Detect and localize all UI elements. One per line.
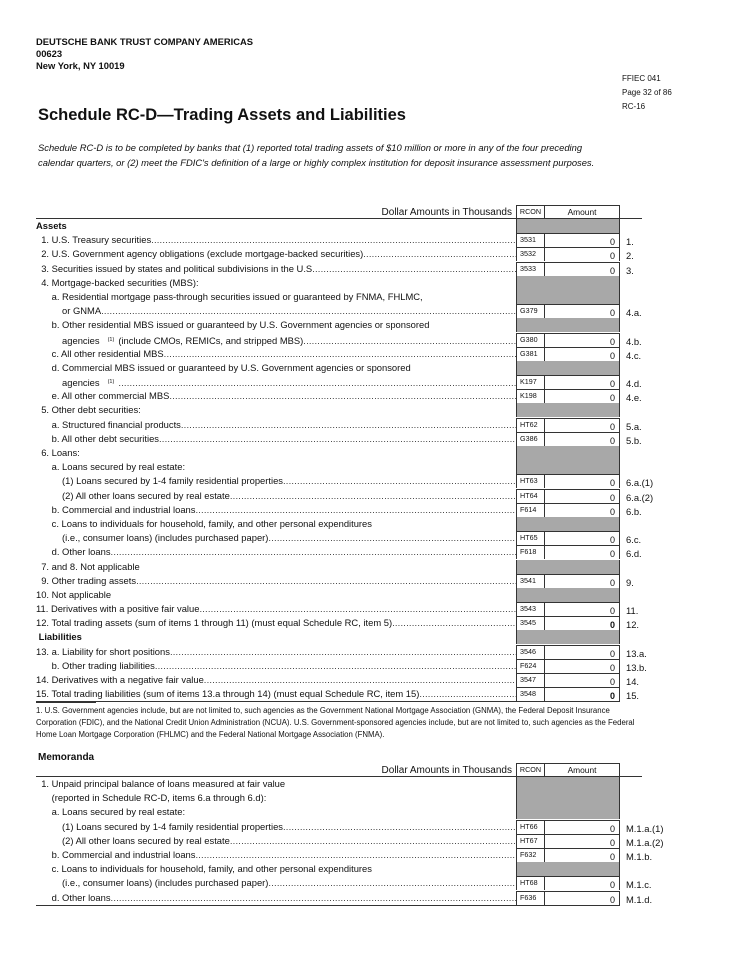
row-label-text: (2) All other loans secured by real estate (36, 834, 230, 846)
table-row (36, 820, 664, 834)
leader-dots (195, 504, 516, 515)
row-label (36, 791, 516, 805)
row-label-text: (i.e., consumer loans) (includes purchased paper) (36, 532, 269, 544)
rcon-code: G379 (516, 304, 545, 318)
amount-field[interactable]: 0 (545, 375, 620, 389)
item-reference: 6.a.(1) (626, 477, 654, 489)
row-label-text: 15. Total trading liabilities (sum of items 13.a through 14) (must equal Schedule RC, item 15) (36, 688, 420, 700)
table-row (36, 588, 642, 602)
amount-field[interactable]: 0 (545, 432, 620, 446)
memoranda-table (36, 763, 664, 906)
row-label (36, 687, 516, 701)
table-row (36, 304, 642, 318)
leader-dots (151, 234, 516, 245)
item-reference: 12. (626, 619, 640, 631)
row-label-text: 14. Derivatives with a negative fair value (36, 674, 204, 685)
rcon-code: HT66 (516, 820, 545, 834)
table-row (36, 848, 653, 862)
row-label (36, 560, 516, 574)
shaded-cell (516, 460, 620, 474)
rcon-code: HT68 (516, 876, 545, 890)
row-label-text: a. Residential mortgage pass-through securities issued or guaranteed by FNMA, FHLMC, (36, 290, 423, 302)
item-reference: 11. (626, 605, 639, 617)
row-label (36, 862, 516, 876)
row-label-text: 2. U.S. Government agency obligations (exclude mortgage-backed securities) (36, 248, 364, 260)
dollar-amounts-label: Dollar Amounts in Thousands (381, 207, 512, 218)
rcon-code: 3533 (516, 262, 545, 276)
table-row (36, 375, 642, 389)
amount-field[interactable]: 0 (545, 545, 620, 559)
footnote-marker: (1) (107, 336, 115, 343)
row-label (36, 673, 516, 687)
leader-dots (136, 575, 516, 586)
row-label-text: Liabilities (36, 631, 82, 643)
rcon-header: RCON (516, 205, 545, 219)
item-reference: 5.b. (626, 434, 642, 446)
leader-dots (363, 248, 516, 259)
form-ref: RC-16 (622, 102, 646, 111)
table-row (36, 233, 642, 247)
rcon-code: 3545 (516, 616, 545, 630)
leader-dots (268, 877, 516, 888)
leader-dots (230, 490, 516, 501)
row-label-text: d. Other loans (36, 891, 111, 903)
item-reference: M.1.a.(1) (626, 822, 664, 834)
row-label-text: (2) All other loans secured by real estate (36, 489, 230, 501)
row-label (36, 403, 516, 417)
footnote-separator (36, 702, 96, 703)
rcon-code: HT65 (516, 531, 545, 545)
table-row (36, 777, 642, 791)
row-label-text: d. Other loans (36, 546, 111, 558)
row-label-text: b. Other residential MBS issued or guaranteed by U.S. Government agencies or sponsored (36, 319, 430, 331)
row-label-text: Assets (36, 220, 67, 231)
amount-field[interactable]: 0 (545, 659, 620, 673)
amount-field[interactable]: 0 (545, 474, 620, 488)
rcon-code: F636 (516, 891, 545, 905)
row-label-text: (i.e., consumer loans) (includes purchased paper) (36, 877, 269, 889)
table-row (36, 247, 642, 261)
rcon-code: K197 (516, 375, 545, 389)
row-label-text: agencies (36, 334, 100, 346)
item-reference: 6.c. (626, 534, 642, 546)
memo-dollar-amounts-label: Dollar Amounts in Thousands (381, 765, 512, 776)
table-row (36, 460, 642, 474)
row-label-text: 10. Not applicable (36, 588, 112, 600)
table-row (36, 545, 642, 559)
memo-rcon-header: RCON (516, 763, 545, 777)
row-label-text: 3. Securities issued by states and political subdivisions in the U.S (36, 262, 313, 274)
rcon-code: G381 (516, 347, 545, 361)
row-label-text: b. Other trading liabilities (36, 659, 155, 671)
row-label (36, 262, 516, 276)
shaded-cell (516, 446, 620, 460)
rcon-code: F618 (516, 545, 545, 559)
memo-column-header (36, 763, 642, 777)
shaded-cell (516, 403, 620, 417)
item-reference: 13.a. (626, 647, 647, 659)
row-label-text: c. All other residential MBS (36, 347, 164, 359)
amount-header: Amount (545, 205, 620, 219)
row-label-text: 12. Total trading assets (sum of items 1 through 11) (must equal Schedule RC, item 5) (36, 617, 393, 629)
item-reference: 4.b. (626, 335, 642, 347)
row-label-text: 7. and 8. Not applicable (36, 560, 140, 572)
amount-field[interactable]: 0 (545, 687, 620, 701)
memo-amount-header: Amount (545, 763, 620, 777)
row-label (36, 389, 516, 403)
row-label-text: (1) Loans secured by 1-4 family residential properties (36, 475, 283, 487)
amount-field[interactable]: 0 (545, 848, 620, 862)
row-label-text: agencies (36, 377, 100, 389)
item-reference: M.1.c. (626, 879, 652, 891)
leader-dots (155, 660, 516, 671)
rcon-code: 3541 (516, 574, 545, 588)
amount-field[interactable]: 0 (545, 834, 620, 848)
page-title: Schedule RC-D—Trading Assets and Liabilities (38, 106, 406, 124)
row-label-text: b. Commercial and industrial loans (36, 503, 196, 515)
table-row (36, 262, 642, 276)
row-label-text: a. Structured financial products (36, 418, 181, 430)
amount-field[interactable]: 0 (545, 876, 620, 890)
table-row (36, 805, 642, 819)
row-label (36, 659, 516, 673)
shaded-cell (516, 517, 620, 531)
shaded-cell (516, 630, 620, 644)
row-label-text: a. Loans secured by real estate: (36, 806, 186, 818)
item-reference: M.1.b. (626, 850, 653, 862)
row-label (36, 276, 516, 290)
row-label-text: 6. Loans: (36, 447, 80, 458)
shaded-cell (516, 276, 620, 290)
shaded-cell (516, 318, 620, 332)
item-reference: 2. (626, 250, 634, 262)
row-label-text: d. Commercial MBS issued or guaranteed by U.S. Government agencies or sponsored (36, 361, 411, 373)
rcon-code: K198 (516, 389, 545, 403)
row-label-text: 9. Other trading assets (36, 574, 137, 586)
shaded-cell (516, 361, 620, 375)
amount-field[interactable]: 0 (545, 304, 620, 318)
table-row (36, 791, 642, 805)
form-code: FFIEC 041 (622, 74, 661, 83)
amount-field[interactable]: 0 (545, 645, 620, 659)
amount-field[interactable]: 0 (545, 489, 620, 503)
rcon-code: F632 (516, 848, 545, 862)
leader-dots (181, 419, 516, 430)
table-row (36, 602, 642, 616)
amount-field[interactable]: 0 (545, 418, 620, 432)
table-row (36, 347, 642, 361)
trading-assets-table (36, 205, 654, 702)
shaded-cell (516, 290, 620, 304)
row-label (36, 574, 516, 588)
row-label-text: b. Commercial and industrial loans (36, 848, 196, 860)
item-reference: 6.d. (626, 548, 642, 560)
table-row (36, 616, 642, 630)
row-label (36, 333, 516, 348)
column-header (36, 205, 642, 219)
amount-field[interactable]: 0 (545, 347, 620, 361)
rcon-code: 3547 (516, 673, 545, 687)
shaded-cell (516, 791, 620, 805)
row-label (36, 503, 516, 517)
footnote-text: 1. U.S. Government agencies include, but are not limited to, such agencies as the Government National Mortgage Association (GNMA), the Federal Deposit Insurance Corporation (FDIC), and the National Credit Union Administration (NCUA). U.S. Government-sponsored agencies include, but are not limited to, such agencies as the Federal Home Loan Mortgage Corporation (FHLMC) and the Federal National Mortgage Association (FNMA). (36, 706, 635, 739)
row-label (36, 602, 516, 616)
rcon-code: HT63 (516, 474, 545, 488)
row-label (36, 247, 516, 261)
bank-city: New York, NY 10019 (36, 60, 125, 71)
row-label-text: a. Loans secured by real estate: (36, 461, 186, 473)
row-label (36, 489, 516, 503)
rcon-code: 3548 (516, 687, 545, 701)
table-row (36, 276, 642, 290)
leader-dots (164, 348, 516, 359)
table-row (36, 333, 642, 347)
row-label (36, 474, 516, 488)
leader-dots (230, 835, 516, 846)
rcon-code: 3532 (516, 247, 545, 261)
item-reference: 4.a. (626, 307, 642, 319)
leader-dots (312, 263, 516, 274)
leader-dots (101, 305, 516, 316)
leader-dots (419, 688, 516, 699)
row-label (36, 460, 516, 474)
row-label (36, 645, 516, 659)
amount-field[interactable]: 0 (545, 891, 620, 905)
table-bottom-rule (36, 905, 620, 906)
row-label (36, 616, 516, 630)
item-reference: M.1.d. (626, 893, 653, 905)
table-row (36, 446, 642, 460)
row-label-text: b. All other debt securities (36, 432, 159, 444)
shaded-cell (516, 219, 620, 233)
row-label-text: c. Loans to individuals for household, family, and other personal expenditures (36, 517, 372, 529)
leader-dots (303, 335, 516, 346)
item-reference: 4.d. (626, 378, 642, 390)
table-row (36, 645, 647, 659)
row-label (36, 347, 516, 361)
row-label-text: or GNMA (36, 305, 102, 317)
row-label (36, 805, 516, 819)
table-row (36, 361, 642, 375)
bank-header (36, 36, 253, 72)
row-label (36, 777, 516, 791)
row-label-text: (1) Loans secured by 1-4 family residential properties (36, 820, 283, 832)
row-label (36, 876, 516, 890)
row-label-text: 11. Derivatives with a positive fair value (36, 603, 200, 615)
item-reference: 4.c. (626, 349, 642, 361)
item-reference: 5.a. (626, 420, 642, 432)
leader-dots (283, 475, 516, 486)
item-reference: 4.e. (626, 392, 642, 404)
shaded-cell (516, 777, 620, 791)
item-reference: 9. (626, 576, 634, 588)
leader-dots (204, 674, 516, 685)
rcon-code: 3531 (516, 233, 545, 247)
row-label (36, 219, 516, 233)
item-reference: 15. (626, 690, 640, 702)
table-row (36, 389, 642, 403)
row-label-text: (reported in Schedule RC-D, items 6.a through 6.d): (36, 792, 267, 804)
row-label (36, 290, 516, 304)
table-row (36, 517, 642, 531)
amount-field[interactable]: 0 (545, 574, 620, 588)
table-row (36, 630, 642, 644)
leader-dots (268, 532, 516, 543)
table-row (36, 474, 654, 489)
row-label-text: 4. Mortgage-backed securities (MBS): (36, 276, 199, 288)
table-row (36, 403, 642, 417)
leader-dots (195, 849, 516, 860)
leader-dots (118, 377, 516, 388)
table-row (36, 290, 642, 304)
item-reference: 6.a.(2) (626, 491, 654, 503)
amount-field[interactable]: 0 (545, 233, 620, 247)
bank-id: 00623 (36, 48, 63, 59)
item-reference: 13.b. (626, 661, 647, 673)
table-row (36, 876, 652, 891)
leader-dots (199, 603, 516, 614)
table-row (36, 673, 642, 687)
item-reference: 1. (626, 236, 634, 248)
row-label-text: 1. Unpaid principal balance of loans measured at fair value (36, 778, 286, 789)
rcon-code: HT64 (516, 489, 545, 503)
rcon-code: 3543 (516, 602, 545, 616)
amount-field[interactable]: 0 (545, 531, 620, 545)
table-row (36, 862, 642, 876)
shaded-cell (516, 862, 620, 876)
shaded-cell (516, 588, 620, 602)
row-label (36, 375, 516, 390)
rcon-code: G386 (516, 432, 545, 446)
row-label (36, 418, 516, 432)
table-row (36, 560, 642, 574)
row-label (36, 517, 516, 531)
leader-dots (392, 617, 516, 628)
row-label (36, 432, 516, 446)
row-label (36, 361, 516, 375)
table-row (36, 219, 642, 233)
amount-field[interactable]: 0 (545, 247, 620, 261)
row-label (36, 630, 516, 644)
row-label (36, 891, 516, 905)
rcon-code: G380 (516, 333, 545, 347)
row-label (36, 834, 516, 848)
item-reference: 3. (626, 264, 634, 276)
leader-dots (283, 821, 516, 832)
shaded-cell (516, 560, 620, 574)
row-label (36, 588, 516, 602)
amount-field[interactable]: 0 (545, 389, 620, 403)
form-page: Page 32 of 86 (622, 88, 672, 97)
leader-dots (169, 390, 516, 401)
row-label (36, 233, 516, 247)
item-reference: M.1.a.(2) (626, 836, 664, 848)
rcon-code: HT62 (516, 418, 545, 432)
row-label (36, 304, 516, 318)
table-row (36, 503, 642, 517)
row-label (36, 820, 516, 834)
table-row (36, 891, 653, 905)
table-row (36, 834, 664, 848)
rcon-code: F614 (516, 503, 545, 517)
amount-field[interactable]: 0 (545, 262, 620, 276)
amount-field[interactable]: 0 (545, 333, 620, 347)
leader-dots (111, 546, 516, 557)
row-label (36, 446, 516, 460)
item-reference: 14. (626, 676, 640, 687)
table-row (36, 531, 642, 545)
table-row (36, 659, 647, 673)
leader-dots (170, 646, 516, 657)
row-label-continued: (include CMOs, REMICs, and stripped MBS) (118, 334, 304, 346)
row-label (36, 318, 516, 332)
table-row (36, 318, 642, 332)
table-row (36, 432, 642, 446)
row-label-text: c. Loans to individuals for household, family, and other personal expenditures (36, 863, 372, 875)
row-label-text: 1. U.S. Treasury securities (36, 234, 152, 246)
intro-text: Schedule RC-D is to be completed by banks that (1) reported total trading assets of $10 million or more in any of the four preceding calendar quarters, or (2) meet the FDIC's definition of a large or highly complex institution for deposit insurance assessment purposes. (38, 142, 595, 168)
table-row (36, 418, 642, 432)
table-row (36, 574, 642, 588)
row-label-text: 13. a. Liability for short positions (36, 645, 170, 657)
amount-field[interactable]: 0 (545, 616, 620, 630)
footnote (36, 702, 636, 741)
amount-field[interactable]: 0 (545, 602, 620, 616)
row-label-text: e. All other commercial MBS (36, 390, 170, 402)
amount-field[interactable]: 0 (545, 503, 620, 517)
table-row (36, 687, 642, 701)
leader-dots (111, 892, 516, 903)
leader-dots (159, 433, 516, 444)
amount-field[interactable]: 0 (545, 820, 620, 834)
rcon-code: 3546 (516, 645, 545, 659)
row-label (36, 531, 516, 545)
amount-field[interactable]: 0 (545, 673, 620, 687)
form-info (622, 72, 672, 114)
table-row (36, 489, 654, 503)
row-label-text: 5. Other debt securities: (36, 404, 141, 416)
memoranda-title: Memoranda (38, 752, 95, 763)
shaded-cell (516, 805, 620, 819)
row-label (36, 545, 516, 559)
bank-name: DEUTSCHE BANK TRUST COMPANY AMERICAS (36, 36, 254, 47)
footnote-marker: (1) (107, 379, 115, 386)
rcon-code: F624 (516, 659, 545, 673)
rcon-code: HT67 (516, 834, 545, 848)
item-reference: 6.b. (626, 505, 642, 517)
row-label (36, 848, 516, 862)
